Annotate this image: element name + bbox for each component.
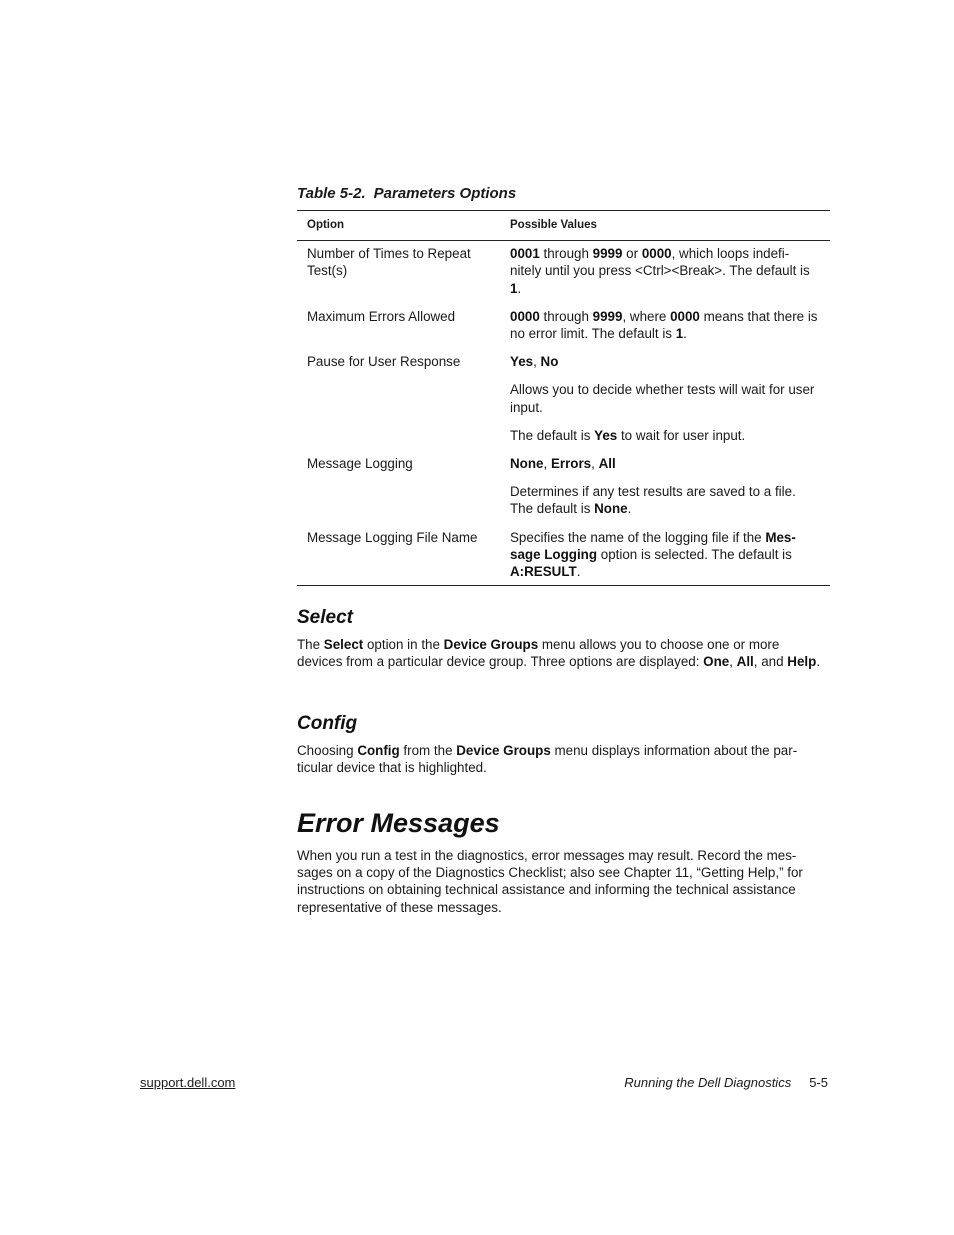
option-cell xyxy=(297,529,500,586)
value-bold: All xyxy=(598,456,616,472)
option-name: Pause for User Response xyxy=(307,354,461,370)
value-text: means that there is no error limit. The default is xyxy=(510,308,818,342)
value-bold: None xyxy=(510,456,544,472)
values-description xyxy=(510,483,820,517)
table-caption-label: Table 5-2. xyxy=(297,185,366,202)
values-cell xyxy=(500,308,830,353)
value-bold: 1 xyxy=(510,280,518,296)
header-possible-values: Possible Values xyxy=(500,211,830,241)
values-default xyxy=(510,427,820,444)
value-text: option is selected. The default is xyxy=(597,546,792,562)
value-bold: No xyxy=(540,354,559,370)
value-bold: None xyxy=(594,501,628,517)
values-description: Allows you to decide whether tests will wait for user input. xyxy=(510,382,815,415)
value-bold: 0000 xyxy=(641,246,672,262)
para-text: menu displays information about the par-ticular device that is highlighted. xyxy=(297,743,798,776)
values-text xyxy=(510,353,820,370)
option-cell xyxy=(297,353,500,455)
values-text xyxy=(510,308,820,342)
value-text: , where xyxy=(622,308,671,324)
error-messages-heading: Error Messages xyxy=(297,808,500,838)
para-text: option in the xyxy=(363,637,444,652)
para-text: from the xyxy=(399,743,457,758)
config-paragraph xyxy=(297,742,827,776)
para-bold: Device Groups xyxy=(456,743,551,758)
value-text: , xyxy=(591,456,599,472)
value-text: through xyxy=(539,246,593,262)
value-bold: Yes xyxy=(594,427,618,443)
value-text: The default is xyxy=(510,427,595,443)
para-bold: Config xyxy=(357,743,400,758)
parameters-table xyxy=(297,210,830,586)
header-option: Option xyxy=(297,211,500,241)
page-number: 5-5 xyxy=(809,1075,828,1090)
value-bold: 9999 xyxy=(592,308,623,324)
footer-chapter-title: Running the Dell Diagnostics xyxy=(624,1075,792,1090)
option-name: Maximum Errors Allowed xyxy=(307,308,456,324)
support-link[interactable]: support.dell.com xyxy=(140,1075,236,1090)
values-cell xyxy=(500,241,830,308)
value-text: . xyxy=(576,564,581,580)
option-name: Message Logging File Name xyxy=(307,529,478,545)
table-header-row xyxy=(297,211,830,241)
error-messages-paragraph: When you run a test in the diagnostics, error messages may result. Record the mes-sages on a copy of the Diagnostics Checklist; also see Chapter 11, “Getting Help,” for instructions on obtaining technical assistance and informing the technical assistance representative of these messages. xyxy=(297,848,803,915)
value-text: to wait for user input. xyxy=(617,427,746,443)
table-caption-title: Parameters Options xyxy=(373,185,517,202)
values-text xyxy=(510,529,820,581)
value-bold: 0000 xyxy=(670,308,700,324)
value-text: , xyxy=(543,456,551,472)
value-text: . xyxy=(517,280,522,296)
value-bold: 1 xyxy=(675,326,684,342)
value-text: through xyxy=(539,308,593,324)
value-text: , which loops indefi-nitely until you press <Ctrl><Break>. The default is xyxy=(510,246,810,279)
values-text xyxy=(510,245,820,297)
table-row xyxy=(297,308,830,353)
value-bold: 0000 xyxy=(510,308,540,324)
table-row xyxy=(297,241,830,308)
para-bold: One xyxy=(703,654,730,670)
option-name: Number of Times to Repeat Test(s) xyxy=(307,246,471,279)
para-text: Choosing xyxy=(297,743,358,758)
values-cell xyxy=(500,529,830,586)
table-row xyxy=(297,529,830,586)
values-cell xyxy=(500,455,830,529)
para-text: . xyxy=(816,654,821,670)
value-text: , xyxy=(533,354,541,370)
para-bold: Select xyxy=(323,637,364,652)
value-text: Specifies the name of the logging file if the xyxy=(510,529,766,545)
value-bold: Mes-sage Logging xyxy=(510,529,796,562)
value-bold: 0001 xyxy=(510,246,540,262)
page-footer xyxy=(624,1075,828,1090)
option-name: Message Logging xyxy=(307,456,413,472)
value-text: . xyxy=(627,501,632,517)
value-bold: Errors xyxy=(550,456,592,472)
select-paragraph xyxy=(297,636,827,670)
value-text: Determines if any test results are saved to a file. The default is xyxy=(510,484,796,517)
value-bold: A:RESULT xyxy=(510,564,577,580)
option-cell xyxy=(297,241,500,308)
table-row xyxy=(297,353,830,455)
value-text: or xyxy=(622,246,642,262)
para-bold: Help xyxy=(787,654,817,670)
para-bold: Device Groups xyxy=(443,637,539,652)
value-bold: Yes xyxy=(510,354,534,370)
values-text xyxy=(510,455,820,472)
para-text: The xyxy=(297,637,324,652)
option-cell xyxy=(297,308,500,353)
values-cell xyxy=(500,353,830,455)
para-text: , and xyxy=(753,654,788,670)
para-text: menu allows you to choose one or more devices from a particular device group. Three options are displayed: xyxy=(297,637,780,670)
table-row xyxy=(297,455,830,529)
option-cell xyxy=(297,455,500,529)
table-caption xyxy=(297,185,516,202)
para-text: , xyxy=(729,654,737,670)
value-text: . xyxy=(683,326,687,342)
value-bold: 9999 xyxy=(592,246,623,262)
config-heading: Config xyxy=(297,713,358,734)
select-heading: Select xyxy=(297,607,353,628)
para-bold: All xyxy=(736,654,754,670)
